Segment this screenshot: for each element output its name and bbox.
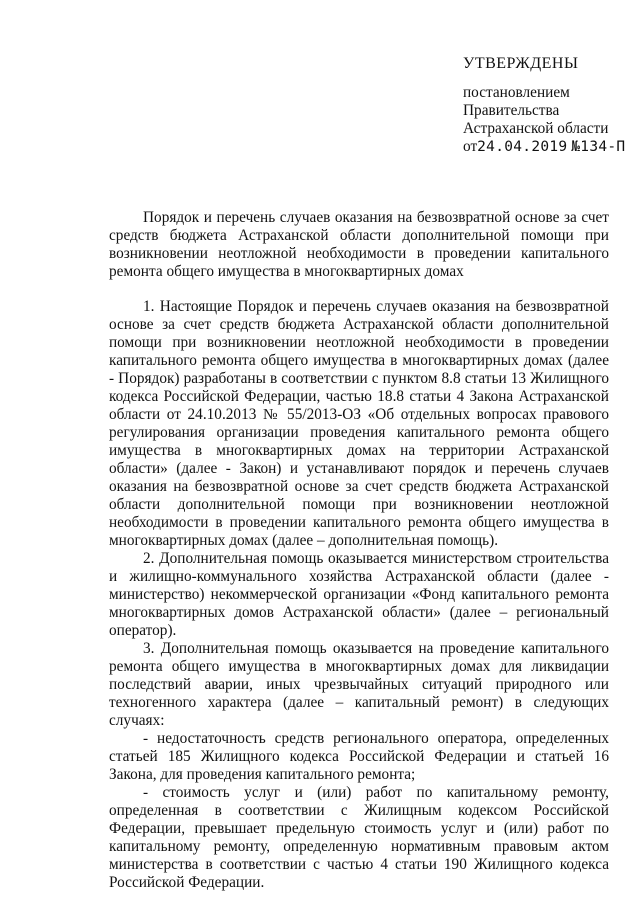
approval-line-decree: постановлением	[463, 84, 570, 101]
list-item-2: - стоимость услуг и (или) работ по капитальному ремонту, определенная в соответствии с Жилищным кодексом Российской Федерации, превышает предельную стоимость услуг и (или) работ по капитальному ремонту, определенную нормативным правовым актом министерства в соответствии с частью 4 статьи 190 Жилищного кодекса Российской Федерации.	[109, 784, 609, 891]
paragraph-1: 1. Настоящие Порядок и перечень случаев оказания на безвозвратной основе за счет средств бюджета Астраханской области дополнительной помощи при возникновении неотложной необходимости в проведении капитального ремонта общего имущества в многоквартирных домах (далее - Порядок) разработаны в соответствии с пунктом 8.8 статьи 13 Жилищного кодекса Российской Федерации, частью 18.8 статьи 4 Закона Астраханской области от 24.10.2013 № 55/2013-ОЗ «Об отдельных вопросах правового регулирования организации проведения капитального ремонта общего имущества в многоквартирных домах на территории Астраханской области» (далее - Закон) и устанавливают порядок и перечень случаев оказания на безвозвратной основе за счет средств бюджета Астраханской области дополнительной помощи при возникновении неотложной необходимости в проведении капитального ремонта общего имущества в многоквартирных домах (далее – дополнительная помощь).	[109, 298, 609, 549]
approval-heading: УТВЕРЖДЕНЫ	[463, 55, 579, 72]
approval-line-government: Правительства	[463, 102, 560, 119]
paragraph-3: 3. Дополнительная помощь оказывается на проведение капитального ремонта общего имущества в многоквартирных домах для ликвидации последствий аварии, иных чрезвычайных ситуаций природного или техногенного характера (далее – капитальный ремонт) в следующих случаях:	[109, 640, 609, 729]
list-item-1: - недостаточность средств регионального оператора, определенных статьей 185 Жилищного кодекса Российской Федерации и статьей 16 Закона, для проведения капитального ремонта;	[109, 730, 609, 783]
approval-number: №134-П	[571, 139, 626, 155]
document-body	[109, 298, 609, 892]
approval-date-prefix: от	[463, 138, 478, 155]
document-title: Порядок и перечень случаев оказания на безвозвратной основе за счет средств бюджета Астраханской области дополнительной помощи при возникновении неотложной необходимости в проведении капитального ремонта общего имущества в многоквартирных домах	[109, 209, 609, 280]
approval-stamp	[463, 55, 633, 156]
approval-date-line	[463, 138, 633, 156]
approval-line-region: Астраханской области	[463, 120, 609, 137]
approval-date: 24.04.2019	[477, 139, 568, 155]
paragraph-2: 2. Дополнительная помощь оказывается министерством строительства и жилищно-коммунального хозяйства Астраханской области (далее - министерство) некоммерческой организации «Фонд капитального ремонта многоквартирных домов Астраханской области» (далее – региональный оператор).	[109, 550, 609, 639]
